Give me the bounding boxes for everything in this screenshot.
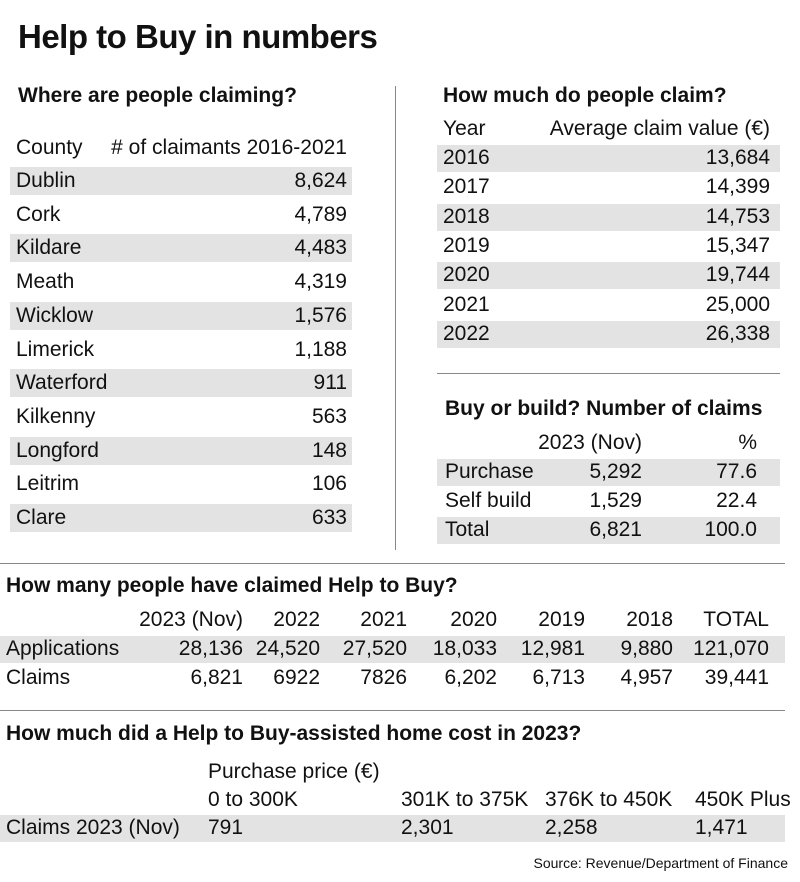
county-claimants: 148 [311, 439, 347, 462]
buy-build-count-header: 2023 (Nov) [538, 431, 642, 454]
price-claims-value: 1,471 [695, 816, 748, 839]
claimed-row-label: Applications [6, 637, 120, 660]
buy-build-label: Total [445, 518, 490, 541]
claimed-column-header: 2020 [450, 608, 497, 631]
claimed-value: 6,713 [532, 666, 585, 689]
claim-value: 14,753 [705, 205, 770, 228]
buy-build-count: 5,292 [589, 460, 642, 483]
claim-table-heading: How much do people claim? [443, 84, 727, 107]
county-name: Longford [16, 439, 99, 462]
price-claims-value: 791 [208, 816, 244, 839]
buy-build-pct: 77.6 [716, 460, 757, 483]
claimed-value: 18,033 [432, 637, 497, 660]
county-name: Kilkenny [16, 405, 96, 428]
claim-year: 2017 [443, 175, 490, 198]
claimed-value: 6,202 [444, 666, 497, 689]
claimed-column-header: 2021 [360, 608, 407, 631]
claimed-column-header: 2019 [538, 608, 585, 631]
purchase-price-label: Purchase price (€) [208, 760, 380, 783]
claim-year: 2019 [443, 234, 490, 257]
buy-build-label: Self build [445, 489, 532, 512]
claim-year: 2021 [443, 293, 490, 316]
county-claimants: 633 [311, 506, 347, 529]
county-name: Dublin [16, 169, 76, 192]
column-divider [395, 86, 396, 550]
claimed-value: 7826 [360, 666, 407, 689]
divider [0, 710, 785, 711]
claimed-column-header: 2023 (Nov) [139, 608, 243, 631]
price-column-header: 376K to 450K [545, 788, 673, 811]
buy-build-pct-header: % [738, 431, 757, 454]
price-row-label: Claims 2023 (Nov) [6, 816, 180, 839]
county-name: Clare [16, 506, 67, 529]
county-column-header: County [16, 136, 83, 159]
claimed-column-header: TOTAL [703, 608, 769, 631]
county-claimants: 4,789 [294, 203, 347, 226]
county-claimants: 1,576 [294, 304, 347, 327]
county-name: Limerick [16, 338, 95, 361]
county-name: Waterford [16, 371, 108, 394]
buy-build-label: Purchase [445, 460, 534, 483]
claim-year: 2022 [443, 322, 490, 345]
buy-build-pct: 22.4 [716, 489, 757, 512]
price-table-heading: How much did a Help to Buy-assisted home cost in 2023? [6, 722, 582, 745]
county-claimants: 563 [311, 405, 347, 428]
claim-year: 2020 [443, 263, 490, 286]
county-claimants: 4,483 [294, 236, 347, 259]
claim-year: 2016 [443, 146, 490, 169]
county-name: Leitrim [16, 472, 80, 495]
year-column-header: Year [443, 117, 486, 140]
buy-build-count: 6,821 [589, 518, 642, 541]
divider [0, 563, 785, 564]
price-claims-value: 2,258 [545, 816, 598, 839]
claim-year: 2018 [443, 205, 490, 228]
claimed-value: 27,520 [342, 637, 407, 660]
source-note: Source: Revenue/Department of Finance [533, 855, 788, 871]
county-claimants: 106 [311, 472, 347, 495]
page-title: Help to Buy in numbers [18, 18, 378, 55]
buy-build-pct: 100.0 [704, 518, 757, 541]
county-claimants: 1,188 [294, 338, 347, 361]
claim-value: 25,000 [705, 293, 770, 316]
claimed-value: 24,520 [255, 637, 320, 660]
claimed-value: 9,880 [620, 637, 673, 660]
county-table-heading: Where are people claiming? [18, 84, 297, 107]
claimed-column-header: 2022 [273, 608, 320, 631]
claimed-value: 6922 [273, 666, 320, 689]
claimed-value: 121,070 [693, 637, 769, 660]
price-column-header: 450K Plus [695, 788, 791, 811]
claim-value: 26,338 [705, 322, 770, 345]
claimants-column-header: # of claimants 2016-2021 [111, 136, 347, 159]
claim-value: 19,744 [705, 263, 770, 286]
claimed-column-header: 2018 [626, 608, 673, 631]
divider [437, 373, 780, 374]
county-name: Kildare [16, 236, 82, 259]
claimed-value: 4,957 [620, 666, 673, 689]
county-name: Cork [16, 203, 61, 226]
price-column-header: 0 to 300K [208, 788, 298, 811]
county-claimants: 911 [313, 371, 347, 394]
claim-value: 14,399 [705, 175, 770, 198]
county-claimants: 8,624 [294, 169, 347, 192]
price-claims-value: 2,301 [401, 816, 454, 839]
claimed-value: 39,441 [704, 666, 769, 689]
claim-value: 15,347 [705, 234, 770, 257]
county-claimants: 4,319 [294, 270, 347, 293]
claimed-value: 28,136 [178, 637, 243, 660]
price-column-header: 301K to 375K [401, 788, 529, 811]
buy-build-count: 1,529 [589, 489, 642, 512]
claim-value-column-header: Average claim value (€) [549, 117, 770, 140]
buy-build-heading: Buy or build? Number of claims [445, 397, 763, 420]
claim-value: 13,684 [705, 146, 770, 169]
claimed-value: 12,981 [520, 637, 585, 660]
claimed-row-label: Claims [6, 666, 71, 689]
claimed-value: 6,821 [190, 666, 243, 689]
county-name: Wicklow [16, 304, 93, 327]
county-name: Meath [16, 270, 75, 293]
claimed-table-heading: How many people have claimed Help to Buy? [6, 574, 458, 597]
